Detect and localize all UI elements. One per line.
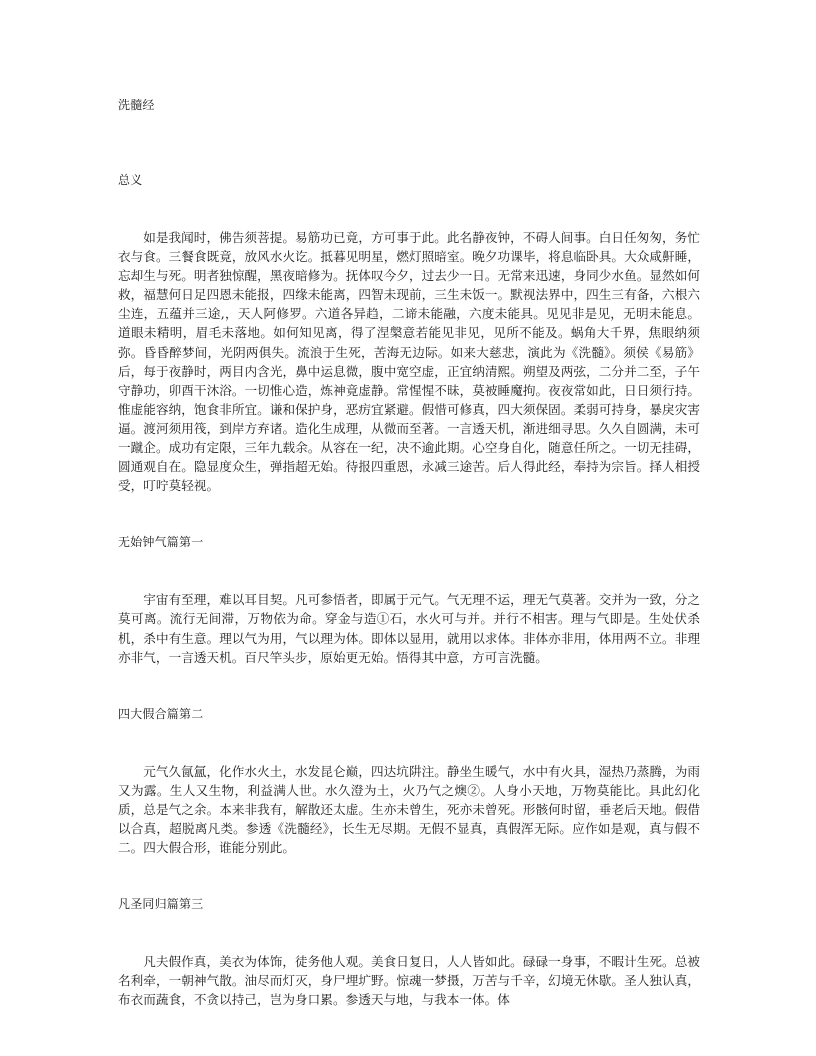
section-body-wushizhongqi: 宇宙有至理，难以耳目契。凡可参悟者，即属于元气。气无理不运，理无气莫著。交并为一致，分之莫可离。流行无间滞，万物依为命。穿金与造①石，水火可与并。并行不相害。理与气即是。生处伏杀机，杀中有生意。理以气为用，气以理为体。即体以显用，就用以求体。非体亦非用，体用两不立。非理亦非气，一言透天机。百尺竿头步，原始更无始。悟得其中意，方可言洗髓。 [118, 592, 700, 665]
section-heading-fanshengtonggui: 凡圣同归篇第三 [118, 897, 204, 912]
section-body-sidajiahe: 元气久氤氲，化作水火土，水发昆仑巅，四达坑阱注。静坐生暖气，水中有火具，湿热乃蒸腾，为雨又为露。生人又生物，利益满人世。水久澄为土，火乃气之燠②。人身小天地，万物莫能比。具此幻化质，总是气之余。本来非我有，解散还太虚。生亦未曾生，死亦未曾死。形骸何时留，垂老后天地。假借以合真，超脱离凡类。参透《洗髓经》，长生无尽期。无假不显真，真假浑无际。应作如是观，真与假不二。四大假合形，谁能分别此。 [118, 763, 700, 856]
section-body-fanshengtonggui: 凡夫假作真，美衣为体饰，徒务他人观。美食日复日，人人皆如此。碌碌一身事，不暇计生死。总被名利牵，一朝神气散。油尽而灯灭，身尸埋圹野。惊魂一梦摄，万苦与千辛，幻境无休歇。圣人独认真，布衣而蔬食，不贪以持己，岂为身口累。参透天与地，与我本一体。体 [118, 954, 700, 1008]
document-content [118, 96, 700, 1009]
heading-gap-spacer-4 [118, 914, 700, 952]
heading-gap-spacer-3 [118, 724, 700, 762]
para-gap-spacer-3 [118, 857, 700, 895]
para-gap-spacer-1 [118, 495, 700, 533]
document-title: 洗髓经 [118, 98, 155, 112]
section-heading-sidajiahe: 四大假合篇第二 [118, 706, 204, 721]
heading-gap-spacer-2 [118, 552, 700, 590]
para-gap-spacer-2 [118, 667, 700, 705]
heading-gap-spacer-1 [118, 190, 700, 228]
section-body-zongyi: 如是我闻时，佛告须菩提。易筋功已竟，方可事于此。此名静夜钟，不碍人间事。白日任匆匆，务忙衣与食。三餐食既竟，放风水火讫。抵暮见明星，燃灯照暗室。晚夕功课毕，将息临卧具。大众咸鼾睡，忘却生与死。明者独惊醒，黑夜暗修为。抚体叹今夕，过去少一日。无常来迅速，身同少水鱼。显然如何救，福慧何日足四恩未能报，四缘未能离，四智未现前，三生未饭一。默视法界中，四生三有备，六根六尘连，五蕴并三途,，天人阿修罗。六道各异趋，二谛未能融，六度未能具。见见非是见，无明未能息。道眼未精明，眉毛未落地。如何知见离，得了涅槃意若能见非见，见所不能及。蜗角大千界，焦眼纳须弥。昏昏醉梦间，光阴两俱失。流浪于生死，苦海无边际。如来大慈悲，演此为《洗髓》。须侯《易筋》后，每于夜静时，两目内含光，鼻中运息微，腹中宽空虚，正宜纳清熙。朔望及两弦，二分并二至，子午守静功，卯酉干沐浴。一切惟心造，炼神竟虚静。常惺惺不昧，莫被睡魔拘。夜夜常如此，日日须行持。惟虚能容纳，饱食非所宜。谦和保护身，恶疠宜紧避。假惜可修真，四大须保固。柔弱可持身，暴戾灾害逼。渡河须用筏，到岸方弃诸。造化生成理，从微而至著。一言透天机，渐进细寻思。久久自圆满，未可一蹴企。成功有定限，三年九载余。从容在一纪，决不逾此期。心空身自化，随意任所之。一切无挂碍，圆通观自在。隐显度众生，弹指超无始。待报四重恩，永减三途苦。后人得此经，奉持为宗旨。择人相授受，叮咛莫轻视。 [118, 230, 700, 494]
section-heading-wushizhongqi: 无始钟气篇第一 [118, 535, 204, 550]
title-gap-spacer [118, 115, 700, 171]
section-heading-zongyi: 总义 [118, 173, 143, 187]
